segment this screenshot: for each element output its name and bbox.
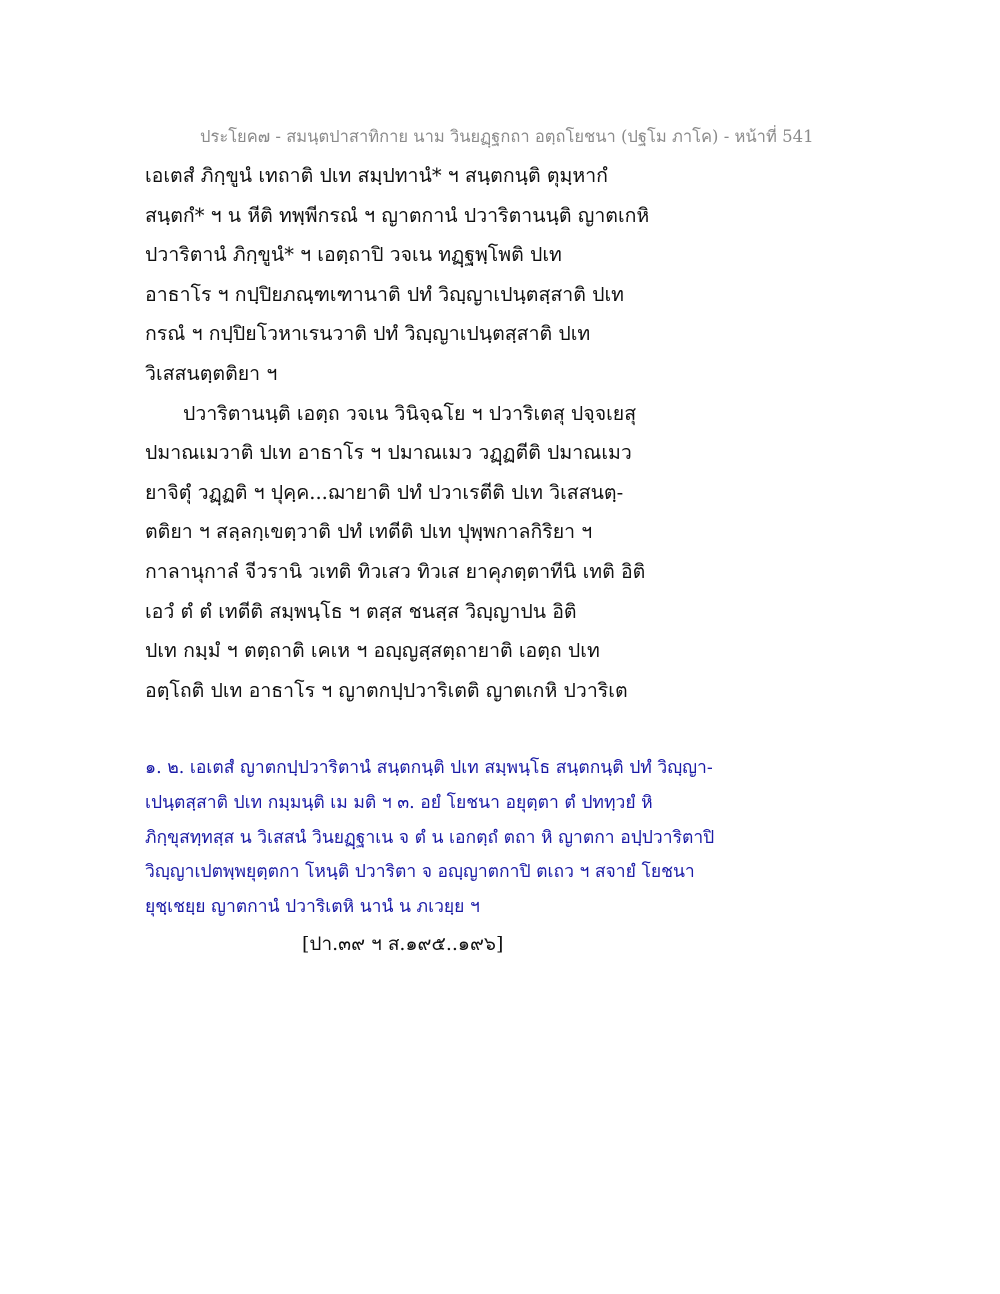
text-line: เอเตสํ ภิกฺขูนํ เทถาติ ปเท สมฺปทานํ* ฯ สนฺตกนฺติ ตุมฺหากํ [145, 164, 608, 187]
text-line: กาลานุกาลํ จีวรานิ วเทติ ทิวเสว ทิวเส ยาคุภตฺตาทีนิ เทติ อิติ [145, 559, 646, 583]
paragraph-start-line: ปวาริตานนฺติ เอตฺถ วจเน วินิจฺฉโย ฯ ปวาริเตสุ ปจฺจเยสุ [183, 401, 637, 425]
main-text [145, 156, 845, 710]
footnotes [145, 751, 905, 925]
text-line: ปวาริตานํ ภิกฺขูนํ* ฯ เอตฺถาปิ วจเน ทฏฺฐพฺโพติ ปเท [145, 243, 562, 267]
text-line: ยาจิตุํ วฏฺฏติ ฯ ปุคฺค...ฌายาติ ปทํ ปวาเรตีติ ปเท วิเสสนตฺ- [145, 480, 624, 504]
footnote-line: วิญฺญาเปตพฺพยุตฺตกา โหนฺติ ปวาริตา จ อญฺญาตกาปิ ตเถว ฯ สจายํ โยชนา [145, 862, 695, 883]
text-line: ปมาณเมวาติ ปเท อาธาโร ฯ ปมาณเมว วฏฺฏตีติ ปมาณเมว [145, 441, 632, 465]
text-line: อาธาโร ฯ กปฺปิยภณฺฑเฑานาติ ปทํ วิญฺญาเปนฺตสฺสาติ ปเท [145, 282, 624, 306]
source-reference: [ปา.๓๙ ฯ ส.๑๙๕..๑๙๖] [302, 933, 504, 955]
text-line: กรณํ ฯ กปฺปิยโวหาเรนวาติ ปทํ วิญฺญาเปนฺตสฺสาติ ปเท [145, 322, 591, 346]
footnote-line: เปนฺตสฺสาติ ปเท กมฺมนฺติ เม มติ ฯ ๓. อยํ โยชนา อยุตฺตา ตํ ปททฺวยํ หิ [145, 792, 653, 813]
text-line: อตฺโถติ ปเท อาธาโร ฯ ญาตกปฺปวาริเตติ ญาตเกหิ ปวาริเต [145, 678, 628, 702]
text-line: ปเท กมฺมํ ฯ ตตฺถาติ เคเห ฯ อญฺญสฺสตฺถายาติ เอตฺถ ปเท [145, 639, 600, 663]
text-line: วิเสสนตฺตติยา ฯ [145, 361, 278, 385]
footnote-line: ภิกฺขุสทฺทสฺส น วิเสสนํ วินยฏฺฐาเน จ ตํ น เอกตฺถํ ตถา หิ ญาตกา อปฺปวาริตาปิ [145, 827, 715, 848]
footnote-line: ๑. ๒. เอเตสํ ญาตกปฺปวาริตานํ สนฺตกนฺติ ปเท สมฺพนฺโธ สนฺตกนฺติ ปทํ วิญฺญา- [145, 758, 713, 778]
text-line: สนฺตกํ* ฯ น หีติ ทพฺพีกรณํ ฯ ญาตกานํ ปวาริตานนฺติ ญาตเกหิ [145, 203, 650, 227]
running-header: ประโยค๗ - สมนฺตปาสาทิกาย นาม วินยฏฺฐกถา อตฺถโยชนา (ปฐโม ภาโค) - หน้าที่ 541 [200, 127, 814, 146]
text-line: เอวํ ตํ ตํ เทตีติ สมฺพนฺโธ ฯ ตสฺส ชนสฺส วิญฺญาปน อิติ [145, 599, 577, 623]
text-line: ตติยา ฯ สลฺลกฺเขตฺวาติ ปทํ เทตีติ ปเท ปุพฺพกาลกิริยา ฯ [145, 520, 593, 544]
footnote-line: ยุชฺเชยฺย ญาตกานํ ปวาริเตหิ นานํ น ภเวยฺย ฯ [145, 897, 480, 918]
